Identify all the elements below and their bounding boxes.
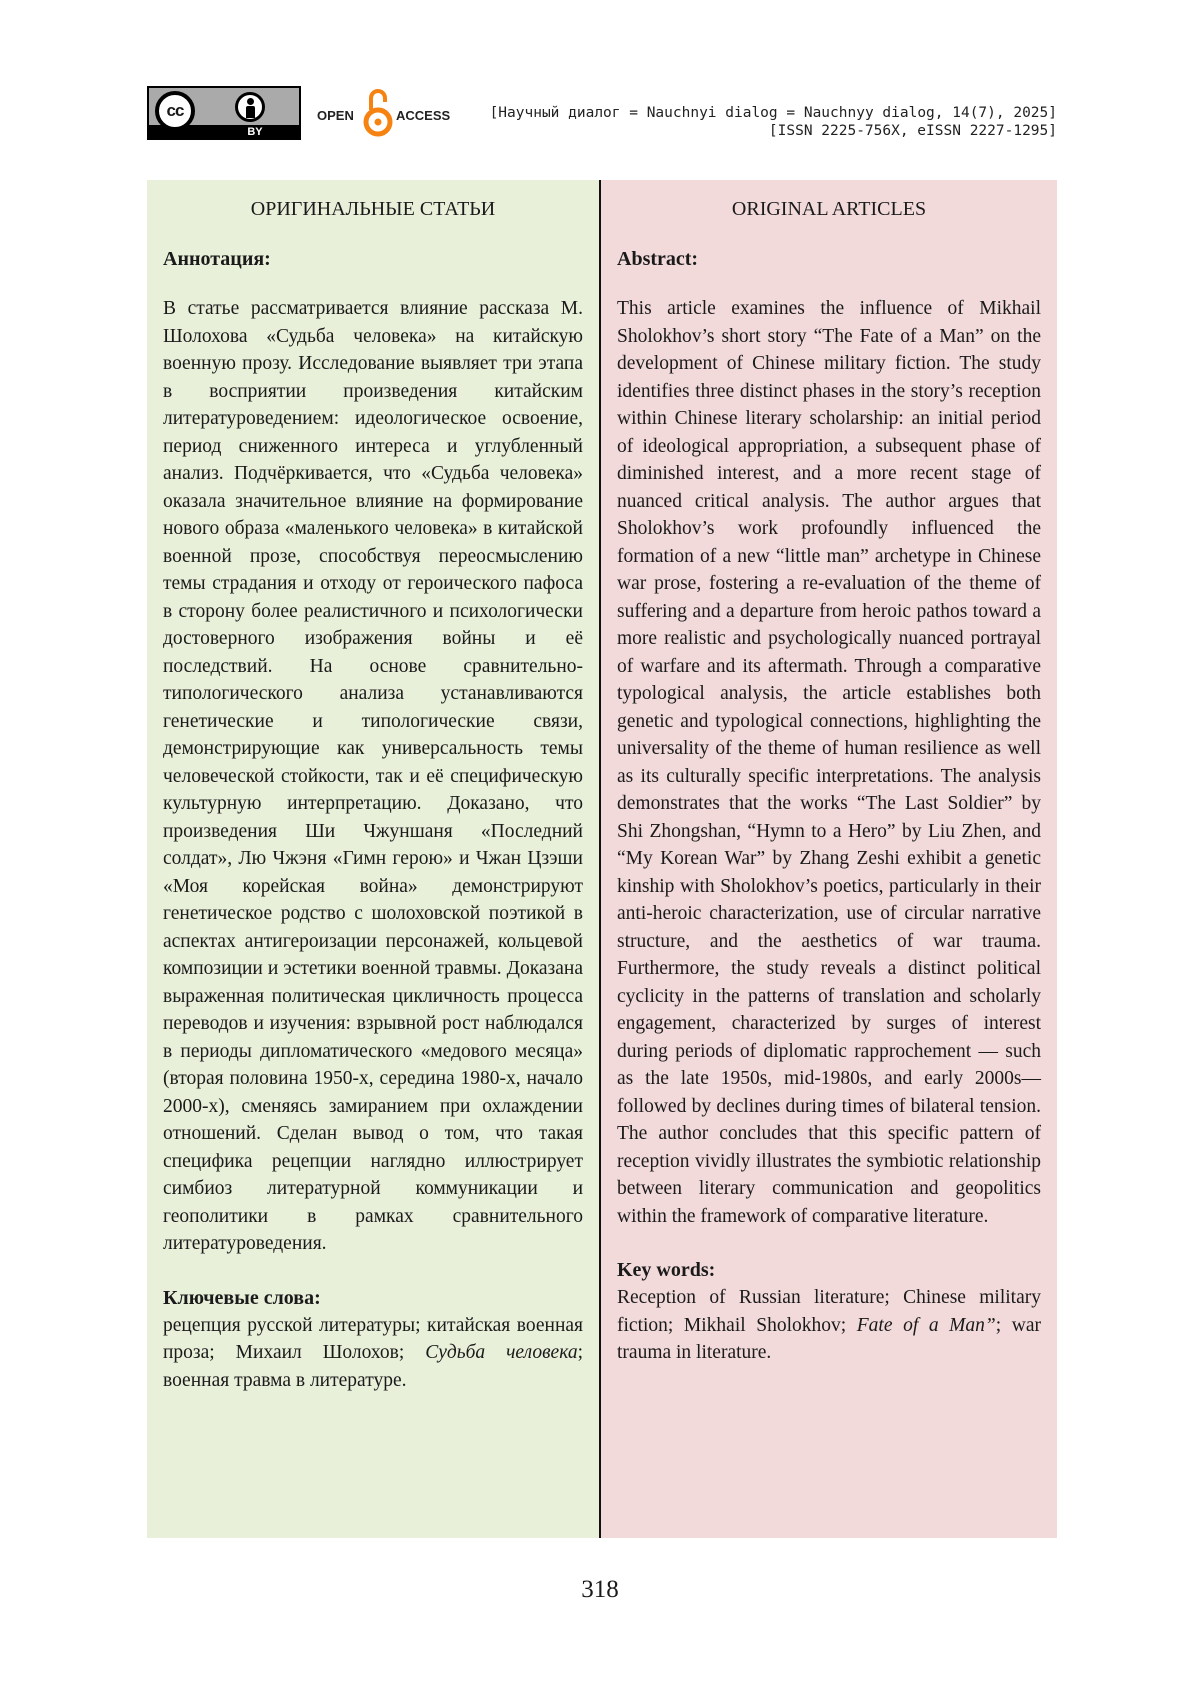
ru-section-title: ОРИГИНАЛЬНЫЕ СТАТЬИ — [250, 198, 496, 220]
attribution-person-icon — [235, 92, 265, 122]
open-access-left-text: OPEN — [317, 108, 354, 123]
ru-keywords-part1: рецепция русской литературы; китайская военная проза; Михаил Шолохов; — [163, 1314, 583, 1363]
open-access-right-text: ACCESS — [396, 108, 451, 123]
en-section-title: ORIGINAL ARTICLES — [731, 198, 927, 220]
english-column — [601, 180, 1057, 1538]
open-access-lock-icon — [363, 86, 393, 140]
en-keywords — [617, 1284, 1041, 1367]
en-keywords-italic: Fate of a Man” — [856, 1314, 996, 1336]
en-keywords-label: Key words: — [617, 1259, 716, 1281]
journal-issn: [ISSN 2225-756X, eISSN 2227-1295] — [768, 123, 1057, 139]
ru-keywords-label: Ключевые слова: — [163, 1286, 321, 1309]
by-label: BY — [247, 126, 263, 138]
en-abstract-text: This article examines the influence of Mikhail Sholokhov’s short story “The Fate of a Man” on the development of Chinese military fiction. The study identifies three distinct phases in the story’s reception within Chinese literary scholarship: an initial period of ideological appropriation, a subsequent phase of diminished interest, and a more recent stage of nuanced critical analysis. The author argues that Sholokhov’s work profoundly influenced the formation of a new “little man” archetype in Chinese war prose, fostering a re-evaluation of the theme of suffering and a departure from heroic pathos toward a more realistic and psychologically nuanced portrayal of warfare and its aftermath. Through a comparative typological analysis, the article establishes both genetic and typological connections, highlighting the universality of the theme of human resilience as well as its culturally specific interpretations. The analysis demonstrates that the works “The Last Soldier” by Shi Zhongshan, “Hymn to a Hero” by Liu Zhen, and “My Korean War” by Zhang Zeshi exhibit a genetic kinship with Sholokhov’s poetics, particularly in their anti-heroic characterization, use of circular narrative structure, and the aesthetics of war trauma. Furthermore, the study reveals a distinct political cyclicity in the patterns of translation and scholarly engagement, characterized by surges of interest during periods of diplomatic rapprochement — such as the late 1950s, mid-1980s, and early 2000s—followed by declines during times of bilateral tension. The author concludes that this specific pattern of reception vividly illustrates the symbiotic relationship between literary communication and geopolitics within the framework of comparative literature. — [617, 298, 1041, 1227]
cc-by-license-badge[interactable] — [147, 86, 301, 140]
ru-abstract-label: Аннотация: — [163, 248, 271, 270]
journal-citation: [Научный диалог = Nauchnyi dialog = Nauchnyy dialog, 14(7), 2025] — [489, 105, 1057, 121]
page-header — [147, 86, 1057, 146]
en-abstract-label: Abstract: — [617, 248, 699, 270]
ru-abstract-text: В статье рассматривается влияние рассказа М. Шолохова «Судьба человека» на китайскую военную прозу. Исследование выявляет три этапа в восприятии произведения китайским литературоведением: идеологическое освоение, период сниженного интереса и углубленный анализ. Подчёркивается, что «Судьба человека» оказала значительное влияние на формирование нового образа «маленького человека» в китайской военной прозе, способствуя переосмыслению темы страдания и отходу от героического пафоса в сторону более реалистичного и психологически достоверного изображения войны и её последствий. На основе сравнительно-типологического анализа устанавливаются генетические и типологические связи, демонстрирующие как универсальность темы человеческой стойкости, так и её специфическую культурную интерпретацию. Доказано, что произведения Ши Чжуншаня «Последний солдат», Лю Чжэня «Гимн герою» и Чжан Цзэши «Моя корейская война» демонстрируют генетическое родство с шолоховской поэтикой в аспектах антигероизации персонажей, кольцевой композиции и эстетики военной травмы. Доказана выраженная политическая цикличность процесса переводов и изучения: взрывной рост наблюдался в периоды дипломатического «медового месяца» (вторая половина 1950-х, середина 1980-х, начало 2000-х), сменяясь замиранием при охлаждении отношений. Сделан вывод о том, что такая специфика рецепции наглядно иллюстрирует симбиоз литературной коммуникации и геополитики в рамках сравнительного литературоведения. — [163, 298, 583, 1254]
journal-reference — [490, 104, 1057, 140]
en-keywords-part1: Reception of Russian literature; Chinese military fiction; Mikhail Sholokhov; — [617, 1287, 1041, 1336]
ru-keywords — [163, 1312, 583, 1395]
cc-icon: cc — [155, 91, 195, 131]
ru-keywords-italic: Судьба человека — [425, 1342, 578, 1363]
page-number: 318 — [581, 1576, 619, 1603]
abstract-columns — [147, 180, 1057, 1538]
en-keywords-part2: ; war trauma in literature. — [617, 1314, 1041, 1363]
open-access-logo[interactable] — [317, 86, 467, 146]
russian-column — [147, 180, 599, 1538]
ru-keywords-part2: ; военная травма в литературе. — [163, 1342, 584, 1391]
